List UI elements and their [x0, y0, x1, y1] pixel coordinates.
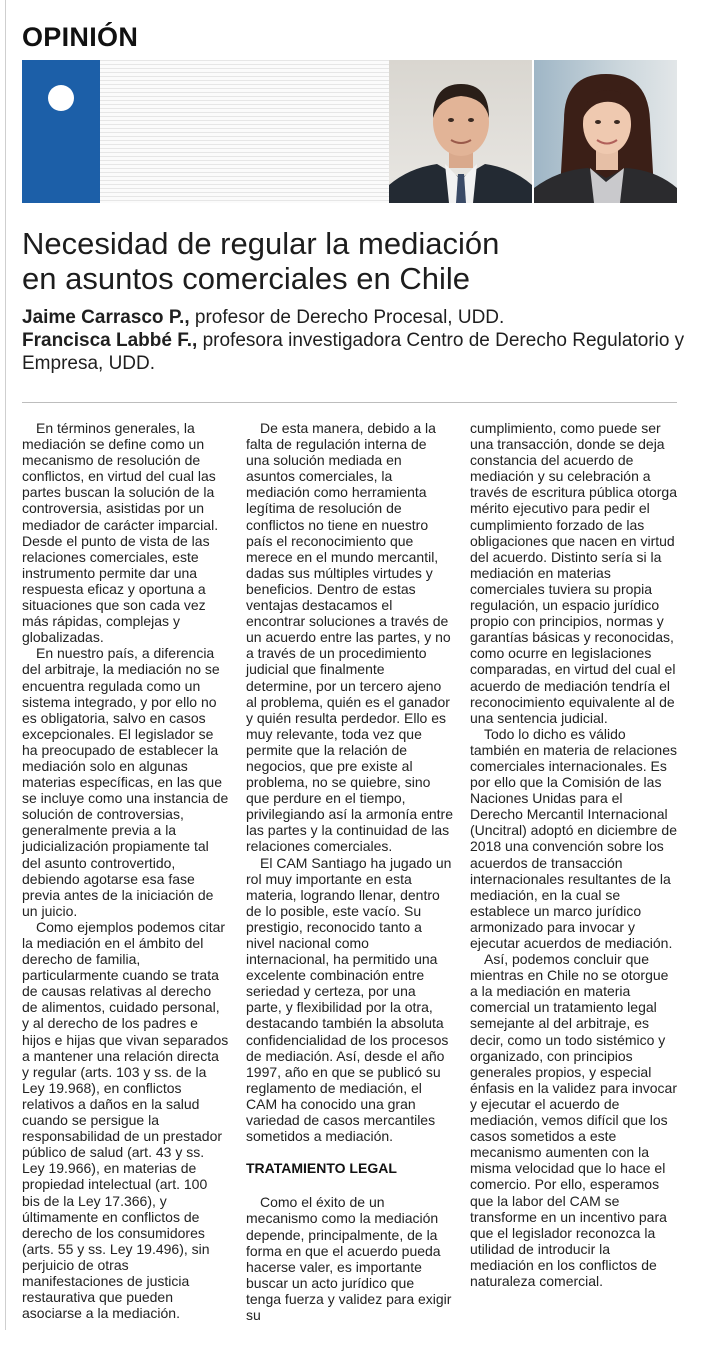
article-column-2: [246, 420, 453, 1323]
byline: [22, 306, 692, 375]
paragraph: Así, podemos concluir que mientras en Chile no se otorgue a la mediación en materia comercial un tratamiento legal semejante al del arbitraje, es decir, como un todo sistémico y organizado, con principios generales propios, y especial énfasis en la validez para invocar y ejecutar el acuerdo de mediación, vemos difícil que los casos sometidos a este mecanismo aumenten con la misma velocidad que lo hace el comercio. Por ello, esperamos que la labor del CAM se transforme en un incentivo para que el legislador reconozca la utilidad de introducir la mediación en los conflictos de naturaleza comercial.: [470, 951, 678, 1289]
headline: [22, 226, 692, 296]
article-column-1: [22, 420, 229, 1321]
paragraph: De esta manera, debido a la falta de regulación interna de una solución mediada en asuntos comerciales, la mediación como herramienta legítima de resolución de conflictos no tiene en nuestro país el reconocimiento que merece en el mundo mercantil, dadas sus múltiples virtudes y beneficios. Dentro de estas ventajas destacamos el encontrar soluciones a través de un acuerdo entre las partes, y no a través de un procedimiento judicial que finalmente determine, por un tercero ajeno al problema, quién es el ganador y quién resulta perdedor. Ello es muy relevante, toda vez que permite que la relación de negocios, que pre existe al problema, no se quiebre, sino que perdure en el tiempo, privilegiando así la armonía entre las partes y la continuidad de las relaciones comerciales.: [246, 420, 454, 855]
portrait-man-icon: [389, 60, 532, 203]
paragraph: cumplimiento, como puede ser una transacción, donde se deja constancia del acuerdo de mediación y su celebración a través de escritura pública otorga mérito ejecutivo para pedir el cumplimiento forzado de las obligaciones que nacen en virtud del acuerdo. Distinto sería si la mediación en materias comerciales tuviera su propia regulación, un espacio jurídico propio con principios, normas y garantías básicas y reconocidas, como ocurre en legislaciones comparadas, en virtud del cual el acuerdo de mediación tendría el reconocimiento equivalente al de una sentencia judicial.: [470, 420, 677, 726]
paragraph: Como ejemplos podemos citar la mediación en el ámbito del derecho de familia, particularmente cuando se trata de causas relativas al derecho de alimentos, cuidado personal, y al derecho de los padres e hijos e hijas que vivan separados a mantener una relación directa y regular (arts. 103 y ss. de la Ley 19.968), en conflictos relativos a daños en la salud cuando se persigue la responsabilidad de un prestador público de salud (art. 43 y ss. Ley 19.966), en materias de propiedad intelectual (art. 100 bis de la Ley 17.366), y últimamente en conflictos de derecho de los consumidores (arts. 55 y ss. Ley 19.496), sin perjuicio de otras manifestaciones de justicia restaurativa que pueden asociarse a la mediación.: [22, 918, 229, 1322]
author-2-name: Francisca Labbé F.,: [22, 330, 198, 351]
article-column-3: [470, 420, 677, 1289]
subheading: TRATAMIENTO LEGAL: [246, 1160, 397, 1177]
portrait-woman-icon: [534, 60, 677, 203]
section-label: OPINIÓN: [22, 22, 139, 52]
white-dot-icon: [48, 85, 74, 111]
author-2-role: profesora investigadora Centro de Derecho Regulatorio y Empresa, UDD.: [22, 330, 685, 374]
header-banner: [22, 60, 677, 203]
striped-band: [100, 60, 413, 203]
paragraph: Todo lo dicho es válido también en materia de relaciones comerciales internacionales. Es por ello que la Comisión de las Naciones Unidas para el Derecho Mercantil Internacional (Uncitral) adoptó en diciembre de 2018 una convención sobre los acuerdos de transacción internacionales resultantes de la mediación, en la cual se establece un marco jurídico armonizado para invocar y ejecutar acuerdos de mediación.: [470, 725, 678, 951]
author-2: [22, 329, 692, 375]
headline-line-1: Necesidad de regular la mediación: [22, 226, 500, 261]
paragraph: En nuestro país, a diferencia del arbitraje, la mediación no se encuentra regulada como un sistema integrado, y por ello no es obligatoria, salvo en casos excepcionales. El legislador se ha preocupado de establecer la mediación solo en algunas materias específicas, en las que se incluye como una instancia de solución de controversias, generalmente previa a la judicialización propiamente tal del asunto controvertido, debiendo agotarse esa fase previa antes de la iniciación de un juicio.: [22, 645, 229, 919]
page-edge-rule: [5, 0, 6, 1330]
author-1: [22, 306, 692, 329]
author-1-role: profesor de Derecho Procesal, UDD.: [189, 307, 505, 328]
blue-block: [22, 60, 100, 203]
headline-line-2: en asuntos comerciales en Chile: [22, 261, 471, 296]
author-1-name: Jaime Carrasco P.,: [22, 307, 190, 328]
paragraph: El CAM Santiago ha jugado un rol muy importante en esta materia, logrando llenar, dentro de lo posible, este vacío. Su prestigio, reconocido tanto a nivel nacional como internacional, ha permitido una excelente combinación entre seriedad y certeza, por una parte, y flexibilidad por la otra, destacando también la absoluta confidencialidad de los procesos de mediación. Así, desde el año 1997, año en que se publicó su reglamento de mediación, el CAM ha conocido una gran variedad de casos mercantiles sometidos a mediación.: [246, 854, 452, 1145]
paragraph: Como el éxito de un mecanismo como la mediación depende, principalmente, de la forma en que el acuerdo pueda hacerse valer, es importante buscar un acto jurídico que tenga fuerza y validez para exigir su: [246, 1194, 452, 1323]
divider: [22, 402, 677, 403]
paragraph: En términos generales, la mediación se define como un mecanismo de resolución de conflictos, en virtud del cual las partes buscan la solución de la controversia, asistidas por un mediador de carácter imparcial. Desde el punto de vista de las relaciones comerciales, este instrumento permite dar una respuesta eficaz y oportuna a situaciones que son cada vez más rápidas, complejas y globalizadas.: [22, 420, 219, 646]
